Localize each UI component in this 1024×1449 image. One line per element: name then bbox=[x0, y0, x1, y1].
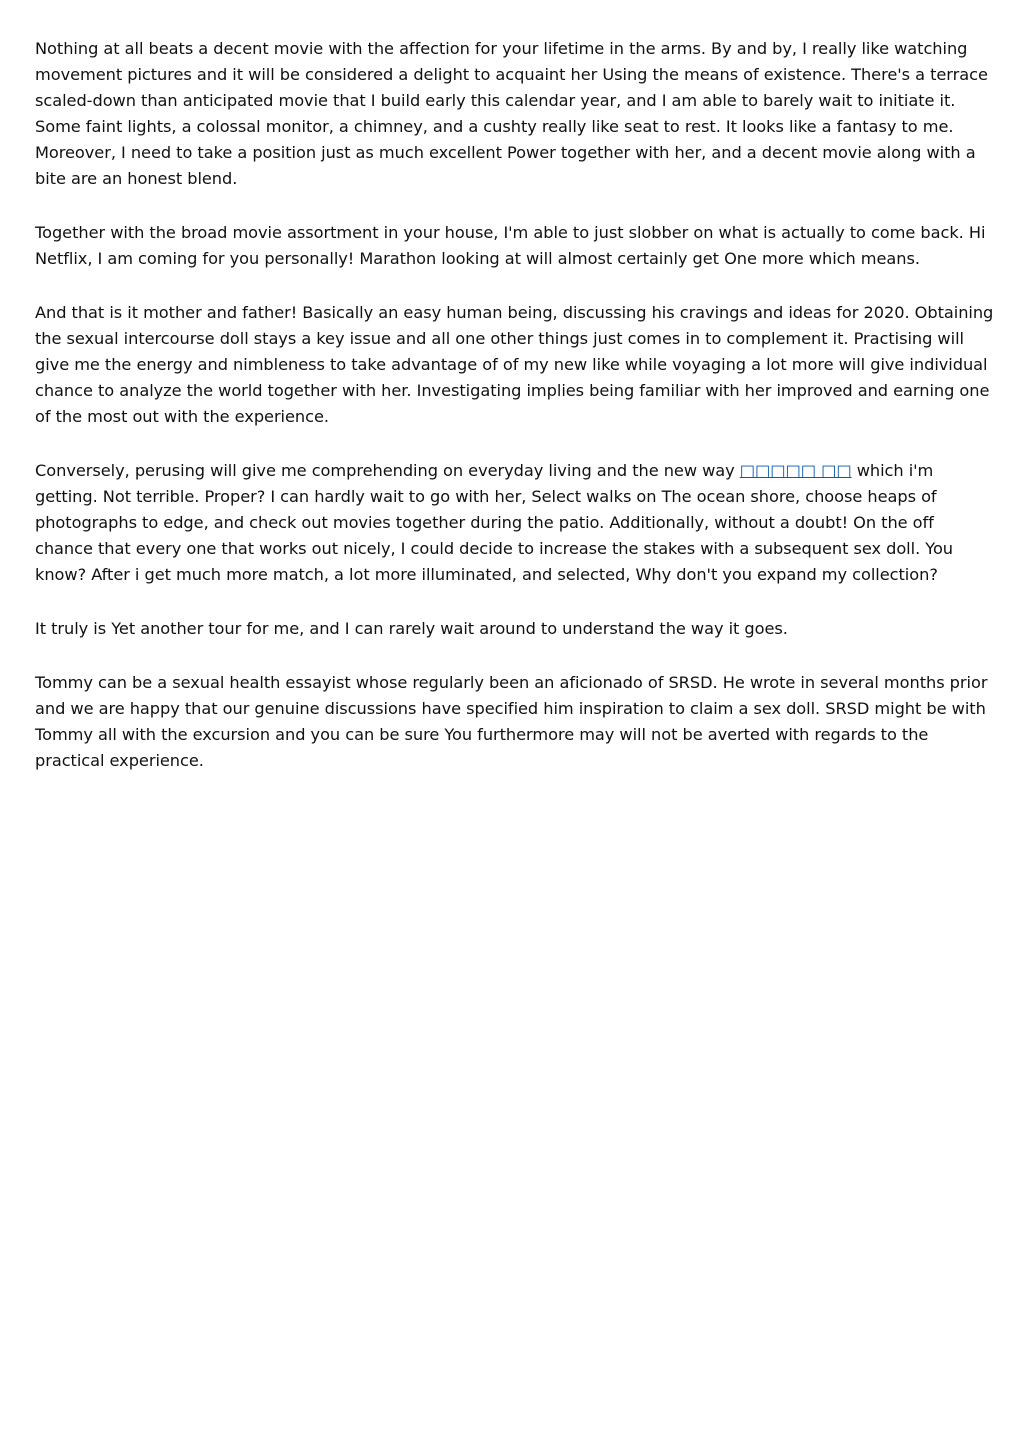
paragraph-6: Tommy can be a sexual health essayist whose regularly been an aficionado of SRSD. He wrote in several months prior and we are happy that our genuine discussions have specified him inspiration to claim a sex doll. SRSD might be with Tommy all with the excursion and you can be sure You furthermore may will not be averted with regards to the practical experience. bbox=[35, 673, 988, 770]
paragraph-4 bbox=[35, 458, 995, 588]
inline-link[interactable]: □□□□□ □□ bbox=[739, 461, 852, 480]
paragraph-1: Nothing at all beats a decent movie with the affection for your lifetime in the arms. By and by, I really like watching movement pictures and it will be considered a delight to acquaint her Using the means of existence. There's a terrace scaled-down than anticipated movie that I build early this calendar year, and I am able to barely wait to initiate it. Some faint lights, a colossal monitor, a chimney, and a cushty really like seat to rest. It looks like a fantasy to me. Moreover, I need to take a position just as much excellent Power together with her, and a decent movie along with a bite are an honest blend. bbox=[35, 39, 988, 188]
paragraph-4-text-before: Conversely, perusing will give me comprehending on everyday living and the new way bbox=[35, 461, 740, 480]
paragraph-4-text-after: which i'm getting. Not terrible. Proper? I can hardly wait to go with her, Select walks on The ocean shore, choose heaps of photographs to edge, and check out movies together during the patio. Additionally, without a doubt! On the off chance that every one that works out nicely, I could decide to increase the stakes with a subsequent sex doll. You know? After i get much more match, a lot more illuminated, and selected, Why don't you expand my collection? bbox=[35, 461, 954, 584]
document-body bbox=[35, 36, 995, 802]
paragraph-3: And that is it mother and father! Basically an easy human being, discussing his cravings and ideas for 2020. Obtaining the sexual intercourse doll stays a key issue and all one other things just comes in to complement it. Practising will give me the energy and nimbleness to take advantage of of my new like while voyaging a lot more will give individual chance to analyze the world together with her. Investigating implies being familiar with her improved and earning one of the most out with the experience. bbox=[35, 303, 994, 426]
paragraph-5: It truly is Yet another tour for me, and I can rarely wait around to understand the way it goes. bbox=[35, 619, 788, 638]
paragraph-2: Together with the broad movie assortment in your house, I'm able to just slobber on what is actually to come back. Hi Netflix, I am coming for you personally! Marathon looking at will almost certainly get One more which means. bbox=[35, 223, 986, 268]
